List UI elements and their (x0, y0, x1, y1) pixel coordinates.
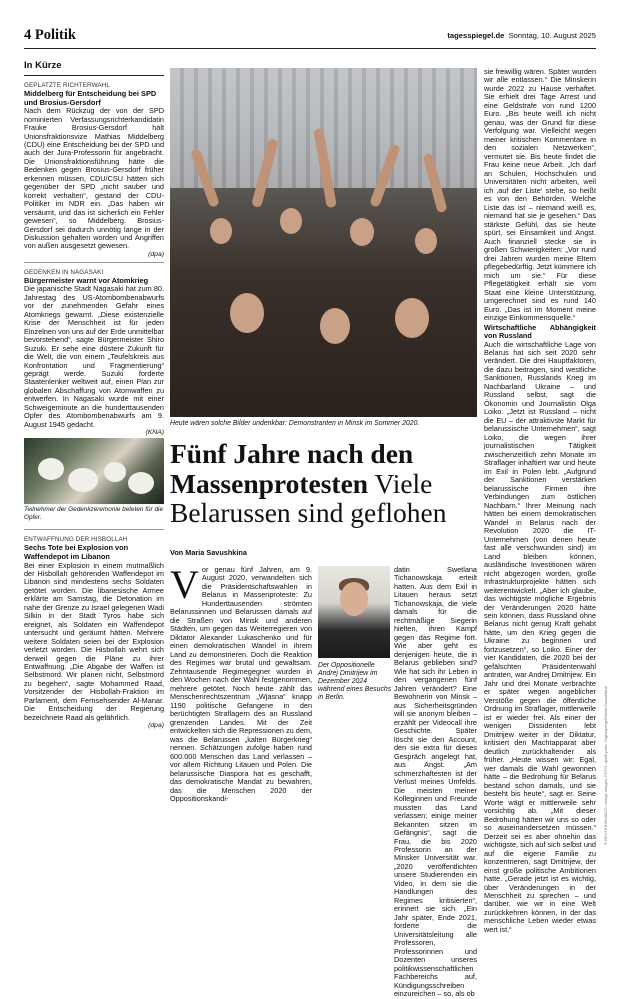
brief-headline: Sechs Tote bei Explosion von Waffendepot im Libanon (24, 543, 129, 561)
brief-body: Die japanische Stadt Nagasaki hat zum 80. Jahrestag des US-Atombombenabwurfs vor der zunehmenden Gefahr eines Atomkriegs gewarnt. „Diese existenzielle Krise der Menschheit ist für jeden Einzelnen von uns auf der Erde unmittelbar bevorstehend“, sagte Bürgermeister Shiro Suzuki. Er sehe eine düstere Zukunft für die Welt, die von einem „Teufelskreis aus Konfrontation und Fragmentierung“ geprägt werde. Suzuki forderte Staatenlenker weltweit auf, einen Plan zur globalen Abschaffung von Atomwaffen zu entwerfen. In Nagasaki wurde mit einer Schweigeminute an die hunderttausenden Opfer des Atombombenabwurfs am 9. August 1945 gedacht. (24, 284, 164, 429)
site-date (447, 31, 596, 40)
nagasaki-photo (24, 438, 164, 504)
brief-body: Bei einer Explosion in einem mutmaßlich der Hisbollah gehörenden Waffendepot im Libanon sind mindestens sechs Soldaten getötet worden. Die libanesische Armee erklärte am Samstag, die Detonation im nahe der Grenze zu Israel gelegenen Wadi Silkin in der Stadt Tyros habe sich ereignet, als Soldaten ein Waffendepot untersucht und geräumt hätten. Mehrere weitere Soldaten seien bei der Explosion verletzt worden. Die Hisbollah wehrt sich derweil gegen die Pläne zu ihrer Entwaffnung. „Die Abgabe der Waffen ist Selbstmord. Wir planen nicht, Selbstmord zu begehen“, sagte Mohammed Raad, Vorsitzender der Hisbollah-Fraktion im Parlament, dem Fernsehsender Al-Manar. Die Entscheidung der Regierung bezeichnete Raad als gefährlich. (24, 560, 164, 722)
article-headline (170, 439, 477, 528)
protest-photo (170, 68, 477, 417)
article-col-4 (484, 68, 596, 934)
section-title: 4 Politik (24, 27, 76, 43)
sidebar-title: In Kürze (24, 58, 164, 76)
col1-text: or genau fünf Jahren, am 9. August 2020, verwandelten sich die Präsidentschaftswahlen in Belarus in Massenproteste: Zu Hunderttausenden strömten Belarussinnen und Belarussen damals auf die Straßen von Minsk und anderen Städten, um gegen das Weiterregieren von Diktator Alexander Lukaschenko und für einen demokratischen Wandel in ihrem Land zu demonstrieren. Doch die Reaktion des Regimes war brutal und gewaltsam. Zehntausende Regimegegner wurden in den Wochen nach der Wahl festgenommen, mehrere getötet. Noch heute zählt das Menschenrechtszentrum „Wjasna“ knapp 1190 politische Gefangene in den berüchtigten Straflagern des an Russland grenzenden Landes. Mit der Zeit entwickelten sich die Repressionen zu dem, was die Belarussen „kalten Bürgerkrieg“ nennen. Schätzungen zufolge haben rund 600.000 Menschen das Land verlassen – vor allem Richtung Litauen und Polen. Die belarussische Diaspora hat es geschafft, das demokratische Mandat zu bewahren, das die Menschen 2020 der Oppositionskandi- (170, 565, 312, 804)
portrait-photo (318, 566, 390, 658)
brief-source: (dpa) (148, 250, 164, 258)
article-col-3: datin Swetlana Tichanowskaja erteilt hatten. Aus dem Exil in Litauen heraus setzt Tichanowskaja, die viele damals für die rechtmäßige Siegerin hielten, ihren Kampf gegen das Regime fort. Wie aber geht es denjenigen heute, die in Belarus geblieben sind? Wie hat sich ihr Leben in den vergangenen fünf Jahren verändert? Eine Bewohnerin von Minsk – aus Sicherheitsgründen will sie anonym bleiben – erzählt per Videocall ihre Geschichte. Später löscht sie den Account, den sie extra für dieses Gespräch angelegt hat, aus Angst. „Am schmerzhaftesten ist der Verlust meines Umfelds. Die meisten meiner Kolleginnen und Freunde mussten das Land verlassen; einige meiner Bekannten sitzen im Gefängnis“, sagt die Frau, die bis 2020 Professorin an der Minsker Universität war. „2020 veröffentlichten unsere Studierenden ein Video, in dem sie die Handlungen des Regimes kritisierten“, erinnert sie sich. „Ein Jahr später, Ende 2021, forderte die Universitätsleitung alle Professoren, Professorinnen und Dozenten unseres politikwissenschaftlichen Fachbereichs auf, Kündigungsschreiben einzureichen – so, als ob (394, 565, 477, 999)
headline-main: Fünf Jahre nach den Massenprotesten (170, 438, 414, 499)
page-header (24, 22, 596, 49)
drop-cap: V (170, 562, 199, 607)
brief-source: (KNA) (145, 429, 164, 437)
nagasaki-caption: Teilnehmer der Gedenkzeremonie beteten für die Opfer. (24, 506, 164, 521)
brief-kicker: ENTWAFFNUNG DER HISBOLLAH (24, 536, 128, 544)
brief-hisbollah (24, 536, 164, 733)
col4-subheading: Wirtschaftliche Abhängigkeit von Russland (484, 322, 596, 341)
brief-body: Nach dem Rückzug der von der SPD nominierten Verfassungsrichterkandidatin Frauke Brosius-Gersdorf hält Unionsfraktionsvize Mathias Middelberg (CDU) eine Entscheidung bei der SPD und auch der Jura-Professorin für angebracht. Die Unionsfraktionsführung hätte die Bedenken gegen Brosius-Gersdorf früher erkennen müssen, CDU/CSU hätten sich gegenüber der SPD „nicht sauber und korrekt verhalten“, gestand der CDU-Politiker im NDR ein. „Das haben wir versäumt, und das ist sicherlich ein Fehler gewesen“, so Middelberg. Brosius-Gersdorf sei dadurch unnötig lange in der Diskussion gehalten worden und Angriffen von außen ausgesetzt gewesen. (24, 106, 164, 251)
article-col-1 (170, 562, 312, 804)
photo-credit: © REUTERS/IMAGO / imago images; FOTO: dpa/Kyodo; Tagesspiegel/Maria Savushkina (603, 686, 608, 845)
brief-headline: Middelberg für Entscheidung bei SPD und Brosius-Gersdorf (24, 89, 157, 107)
headline-sub: Viele Belarussen sind geflohen (170, 467, 447, 528)
brief-nagasaki (24, 269, 164, 530)
brief-kicker: GEPLATZTE RICHTERWAHL (24, 82, 110, 89)
photo-caption: Heute wären solche Bilder undenkbar: Demonstranten in Minsk im Sommer 2020. (170, 420, 420, 427)
sidebar-in-kuerze (24, 58, 164, 739)
site-name[interactable]: tagesspiegel.de (447, 31, 505, 40)
byline: Von Maria Savushkina (170, 548, 247, 557)
brief-richterwahl (24, 82, 164, 263)
col4-text-b: Auch die wirtschaftliche Lage von Belarus hat sich seit 2020 sehr verändert. Die drei Hauptfaktoren, die dazu beitragen, sind westliche Sanktionen, Russlands Krieg im Nachbarland Ukraine – und Russland selbst, sagt die Ökonomin und Journalistin Olga Loiko. „Jetzt ist Russland – nicht die EU – der attraktivste Markt für belarussische Unternehmen“, sagt Loiko, die wegen ihrer journalistischen Tätigkeit zwischenzeitlich zehn Monate im Straflager inhaftiert war und heute im Exil in Polen lebt. „Aufgrund der Sanktionen verstärken belarussische Firmen ihre Verbindungen zum östlichen Nachbarn.“ Ihrer Meinung nach hätten bei einem demokratischen Wandel in Belarus nach der Revolution 2020 die IT-Unternehmen (von denen heute fast alle verschwunden sind) im Land bleiben können, ausländische Investitionen wären nicht abgezogen worden, große Infrastrukturprojekte hätten sich weiterentwickelt. „Aber ich glaube, das wichtigste mögliche Ergebnis der Veränderungen 2020 hätte sein können, dass Russland ohne Belarus nicht genug Kraft gehabt hätte, um den Krieg gegen die Ukraine zu beginnen und fortzusetzen“, so Loiko. Einer der vier Kandidaten, die 2020 bei der gefälschten Präsidentenwahl antraten, war Andrej Dmitrijew. Ein Jahr und drei Monate verbrachte er später wegen angeblicher Verstöße gegen die öffentliche Ordnung im Straflager, mittlerweile ist er wieder frei. Als einer der wenigen Dissidenten lebt Dmitrijew weiter in der Diktatur, kritisiert den Machtapparat aber deutlich zurückhaltender als früher. „Heute wissen wir: Egal, wer damals die Wahl gewonnen hätte – die Bedrohung für Belarus bestand schon damals, und sie besteht bis heute“, sagt er. Seine Worte wägt er mittlerweile sehr vorsichtig ab. „Mit dieser Bedrohung hätten wir uns so oder so auseinandersetzen müssen.“ Derzeit sei es aber ohnehin das wichtigste, sich auf sich selbst und auf die eigene Familie zu konzentrieren, sagt Dmitrijew, der einst große politische Ambitionen hatte. „Gerade jetzt ist es wichtig, über Veränderungen in der Menschheit zu sprechen – und darüber, wie wir in eine Welt zurückkehren können, in der das menschliche Leben wieder etwas wert ist.“ (484, 339, 596, 934)
brief-headline: Bürgermeister warnt vor Atomkrieg (24, 275, 149, 285)
brief-kicker: GEDENKEN IN NAGASAKI (24, 268, 104, 276)
brief-source: (dpa) (148, 722, 164, 730)
portrait-caption: Der Oppositionelle Andrej Dmitrijew im Dezember 2024 während eines Besuchs in Berlin. (318, 662, 392, 701)
col4-text-a: sie freiwillig wären. Später wurden wir alle entlassen.“ Die Minskerin wurde 2022 zu Hause verhaftet. Sie erhielt drei Tage Arrest und eine Geldstrafe von rund 1200 Euro. „Bis heute weiß ich nicht genau, was der Grund für diese Verfolgung war. Vielleicht wegen meiner kritischen Kommentare in den sozialen Netzwerken“, vermutet sie. Bis heute findet die Frau keine neue Arbeit. „Ich darf an Schulen, Hochschulen und Universitäten nicht arbeiten, weil ich ‚auf der Liste‘ stehe, so heißt es von den Behörden. Welche Liste das ist – niemand weiß es, niemand hat sie je gesehen.“ Das stärkste Gefühl, das sie heute spürt, sei Einsamkeit und Angst. Auch finanziell stecke sie in großen Schwierigkeiten: „Vor rund drei Jahren wurden meine Eltern pflegebedürftig. Jetzt kümmere ich mich um sie.“ Für diese Pflegetätigkeit erhält sie vom Staat eine kleine Unterstützung, umgerechnet sind es rund 140 Euro. „Das ist im Moment meine einzige Einkommensquelle.“ (484, 67, 596, 323)
issue-date: Sonntag, 10. August 2025 (508, 31, 596, 40)
